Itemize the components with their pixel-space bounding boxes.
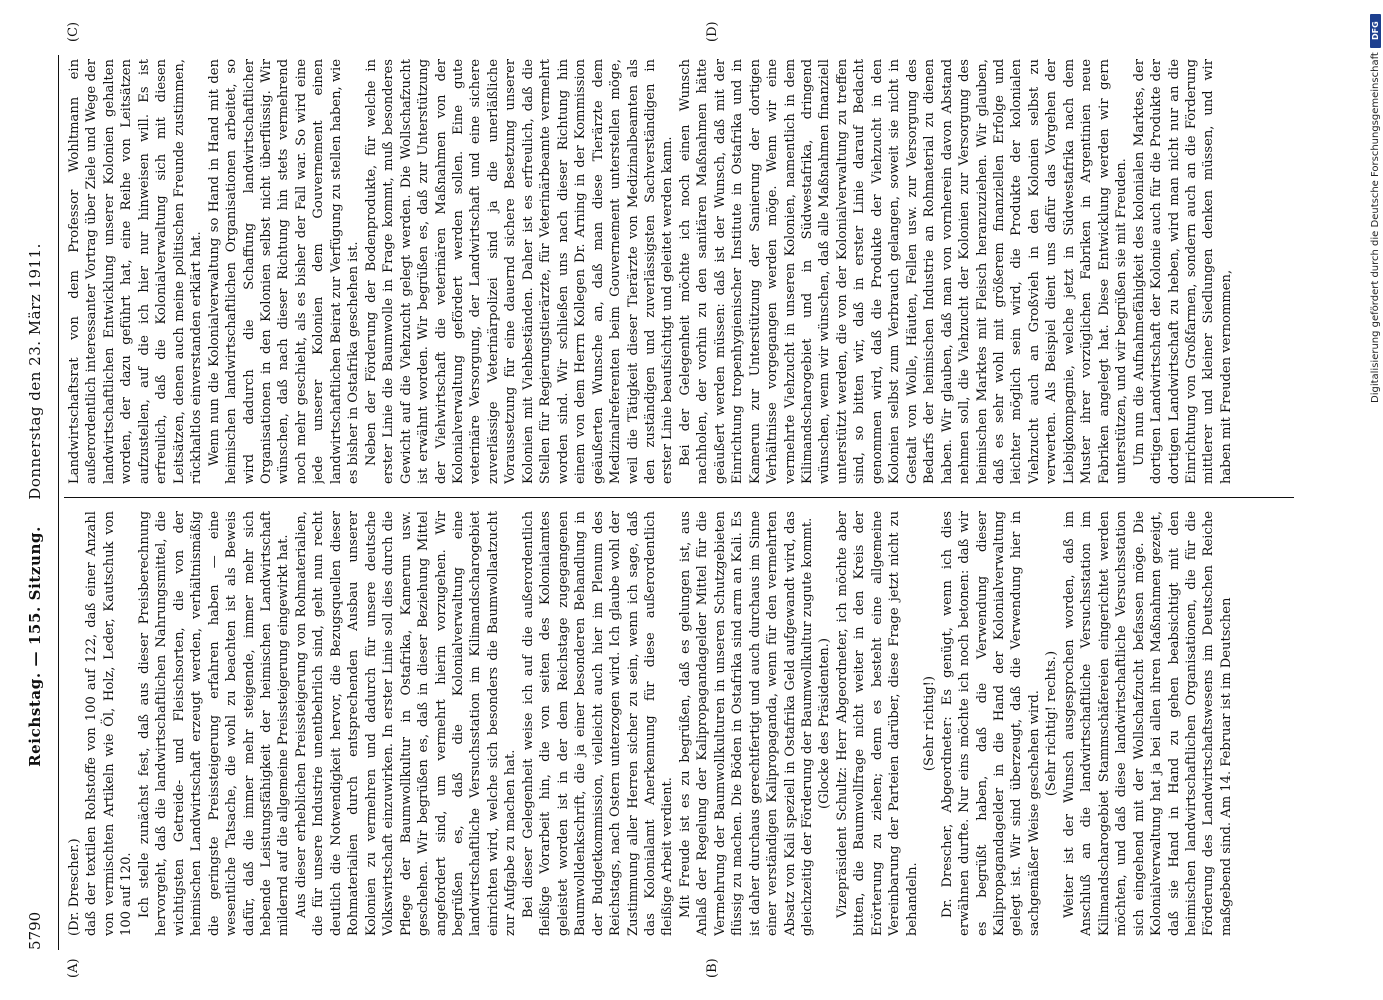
left-column-paragraph: daß der textilen Rohstoffe von 100 auf 122, daß einer Anzahl von vermischten Artikeln wie Öl, Holz, Leder, Kautschuk von 100 auf 120. [84, 511, 135, 936]
page-number: 5790 [26, 911, 44, 950]
digitization-sidebar [1370, 14, 1381, 986]
left-column-paragraph: Mit Freude ist es zu begrüßen, daß es gelungen ist, aus Anlaß der Regelung der Kalipropagandagelder Mittel für die Vermehrung der Baumwollkulturen in unseren Schutzgebieten flüssig zu machen. Die Böden in Ostafrika sind arm an Kali. Es ist daher durchaus gerechtfertigt und auch durchaus im Sinne einer verständigen Kalipropaganda, wenn für den vermehrten Absatz von Kali speziell in Ostafrika Geld aufgewandt wird, das gleichzeitig der Förderung der Baumwollkultur zugute kommt. [677, 511, 816, 936]
left-column-paragraph: Aus dieser erheblichen Preissteigerung von Rohmaterialien, die für unsere Industrie unentbehrlich sind, geht nun recht deutlich die Notwendigkeit hervor, die Bezugsquellen dieser Rohmaterialien durch entsprechenden Ausbau unserer Kolonien zu vermehren und dadurch für unsere deutsche Volkswirtschaft einzuwirken. In erster Linie soll dies durch die Pflege der Baumwollkultur in Ostafrika, Kamerun usw. geschehen. Wir begrüßen es, daß in dieser Beziehung Mittel angefordert sind, um vermehrt hierin vorzugehen. Wir begrüßen es, daß die Kolonialverwaltung eine landwirtschaftliche Versuchsstation im Kilimandscharogebiet einrichten wird, welche sich besonders die Baumwollaatzucht zur Aufgabe zu machen hat. [293, 511, 519, 936]
right-column-paragraph: Wenn nun die Kolonialverwaltung so Hand in Hand mit den heimischen landwirtschaftlichen Organisationen arbeitet, so wird dadurch die Schaffung landwirtschaftlicher Organisationen in den Kolonien selbst nicht überflüssig. Wir wünschen, daß nach dieser Richtung hin stets vermehrend noch mehr geschieht, als es bisher der Fall war. So wird eine jede unserer Kolonien dem Gouvernement einen landwirtschaftlichen Beirat zur Verfügung zu stellen haben, wie es bisher in Ostafrika geschehen ist. [206, 59, 362, 484]
margin-mark-d: (D) [705, 21, 720, 42]
left-column-paragraph: Ich stelle zunächst fest, daß aus dieser Preisberechnung hervorgeht, daß die landwirtschaftlichen Nahrungsmittel, die wichtigsten Getreide- und Fleischsorten, die von der heimischen Landwirtschaft erzeugt werden, verhältnismäßig die geringste Preissteigerung erfahren haben — eine wesentliche Tatsache, die wohl zu beachten ist als Beweis dafür, daß die immer mehr steigende, immer mehr sich hebende Leistungsfähigkeit der heimischen Landwirtschaft mildernd auf die allgemeine Preissteigerung eingewirkt hat. [136, 511, 292, 936]
digitization-credit: Digitalisierung gefördert durch die Deutsche Forschungsgemeinschaft [1370, 52, 1381, 403]
margin-mark-c: (C) [66, 21, 81, 42]
margin-mark-a: (A) [66, 958, 81, 978]
session-date: Donnerstag den 23. März 1911. [26, 243, 44, 500]
dfg-logo-text: DFG [1371, 21, 1380, 41]
left-column-paragraph: Vizepräsident Schultz: Herr Abgeordneter, ich möchte aber bitten, die Baumwollfrage nicht weiter in den Kreis der Erörterung zu ziehen; denn es besteht eine allgemeine Vereinbarung der Parteien darüber, diese Frage jetzt nicht zu behandeln. [834, 511, 920, 936]
right-column-paragraph: Bei der Gelegenheit möchte ich noch einen Wunsch nachholen, der vorhin zu den sanitären Maßnahmen hätte geäußert werden müssen: daß ist der Wunsch, daß mit der Einrichtung tropenhygienischer Institute in Ostafrika und in Kamerun zur Unterstützung der Sanierung der dortigen Verhältnisse vorgegangen werden möge. Wenn wir eine vermehrte Viehzucht in unseren Kolonien, namentlich in dem Kilimandscharogebiet und in Südwestafrika, dringend wünschen, wenn wir wünschen, daß alle Maßnahmen finanziell unterstützt werden, die von der Kolonialverwaltung zu treffen sind, so bitten wir, daß in erster Linie darauf Bedacht genommen wird, daß die Produkte der Viehzucht in den Kolonien selbst zum Verbrauch gelangen, soweit sie nicht in Gestalt von Wolle, Häuten, Fellen usw. zur Versorgung des Bedarfs der heimischen Industrie an Rohmaterial zu dienen haben. Wir glauben, daß man von vornherein davon Abstand nehmen soll, die Viehzucht der Kolonien zur Versorgung des heimischen Marktes mit Fleisch heranzuziehen. Wir glauben, daß es sehr wohl mit größerem finanziellen Erfolge und leichter möglich sein wird, die Produkte der kolonialen Viehzucht auch an Großvieh in den Kolonien selbst zu verwerten. Als Beispiel dient uns dafür das Vorgehen der Liebigkompagnie, welche jetzt in Südwestafrika nach dem Muster ihrer vorzüglichen Fabriken in Argentinien neue Fabriken angelegt hat. Diese Entwicklung werden wir gern unterstützen, und wir begrüßen sie mit Freuden. [677, 59, 1130, 484]
right-column-paragraph: Neben der Förderung der Bodenprodukte, für welche in erster Linie die Baumwolle in Frage kommt, muß besonderes Gewicht auf die Viehzucht gelegt werden. Die Wollschafzucht ist erwähnt worden. Wir begrüßen es, daß zur Unterstützung der Viehwirtschaft die veterinären Maßnahmen von der Kolonialverwaltung gefördert werden sollen. Eine gute veterinäre Versorgung, der Landwirtschaft und eine sichere zuverlässige Veterinärpolizei sind ja die unerläßliche Voraussetzung für eine dauernd sichere Besetzung unserer Kolonien mit Viehbeständen. Daher ist es erfreulich, daß die Stellen für Regierungstierärzte, für Veterinärbeamte vermehrt worden sind. Wir schließen uns nach dieser Richtung hin einem von dem Herrn Kollegen Dr. Arning in der Kommission geäußerten Wunsche an, daß man diese Tierärzte dem Medizinalreferenten beim Gouvernement unterstellen möge, weil die Tätigkeit dieser Tierärzte von Medizinalbeamten als den zuständigen und zuverlässigsten Sachverständigen in erster Linie beaufsichtigt und geleitet werden kann. [363, 59, 676, 484]
header-rule [58, 55, 59, 950]
page-header [22, 60, 48, 950]
left-column-paragraph: (Glocke des Präsidenten.) [817, 638, 833, 809]
left-column-paragraph: Bei dieser Gelegenheit weise ich auf die außerordentlich fleißige Vorarbeit hin, die von seiten des Kolonialamtes geleistet worden ist in der dem Reichstage zugegangenen Baumwolldenkschrift, die ja einer besonderen Behandlung in der Budgetkommission, vielleicht auch hier im Plenum des Reichstags, nach Ostern unterzogen wird. Ich glaube wohl der Zustimmung aller Herren sicher zu sein, wenn ich sage, daß das Kolonialamt Anerkennung für diese außerordentlich fleißige Arbeit verdient. [520, 511, 676, 936]
left-column [66, 511, 1291, 936]
left-column-paragraph: Dr. Drescher, Abgeordneter: Es genügt, wenn ich dies erwähnen durfte. Nur eins möchte ich noch betonen: daß wir es begrüßt haben, daß die Verwendung dieser Kalipropagandagelder in die Hand der Kolonialverwaltung gelegt ist. Wir sind überzeugt, daß die Verwendung hier in sachgemäßer Weise geschehen wird. [939, 511, 1042, 936]
right-column [66, 59, 1291, 484]
margin-mark-b: (B) [705, 958, 720, 978]
column-divider [64, 497, 1294, 498]
right-column-paragraph: Landwirtschaftsrat von dem Professor Wohltmann ein außerordentlich interessanter Vortrag über Ziele und Wege der landwirtschaftlichen Entwicklung unserer Kolonien gehalten worden, der dazu geführt hat, eine Reihe von Leitsätzen aufzustellen, auf die ich hier nur hinweisen will. Es ist erfreulich, daß die Kolonialverwaltung sich mit diesen Leitsätzen, denen auch meine politischen Freunde zustimmen, rückhaltlos einverstanden erklärt hat. [67, 59, 205, 484]
left-column-paragraph: Weiter ist der Wunsch ausgesprochen worden, daß im Anschluß an die landwirtschaftliche Versuchsstation im Kilimandscharogebiet Stammschäfereien eingerichtet werden möchten, und daß diese landwirtschaftliche Versuchsstation sich eingehend mit der Wollschafzucht befassen möge. Die Kolonialverwaltung hat ja bei allen ihren Maßnahmen gezeigt, daß sie Hand in Hand zu gehen beabsichtigt mit den heimischen landwirtschaftlichen Organisationen, die für die Förderung des Landwirtschaftswesens im Deutschen Reiche maßgebend sind. Am 14. Februar ist im Deutschen [1061, 511, 1234, 936]
left-column-paragraph: (Dr. Drescher.) [67, 838, 82, 936]
session-label: Reichstag. — 155. Sitzung. [26, 526, 44, 767]
left-column-paragraph: (Sehr richtig! rechts.) [1044, 650, 1060, 797]
left-column-paragraph: (Sehr richtig!) [922, 675, 938, 772]
session-title [22, 60, 48, 950]
dfg-logo [1370, 14, 1381, 48]
right-column-paragraph: Um nun die Aufnahmefähigkeit des kolonialen Marktes, der dortigen Landwirtschaft der Kolonie auch für die Produkte der dortigen Landwirtschaft zu heben, wird man nicht nur an die Einrichtung von Großfarmen, sondern auch an die Förderung mittlerer und kleiner Siedlungen denken müssen, und wir haben mit Freuden vernommen, [1131, 59, 1234, 484]
